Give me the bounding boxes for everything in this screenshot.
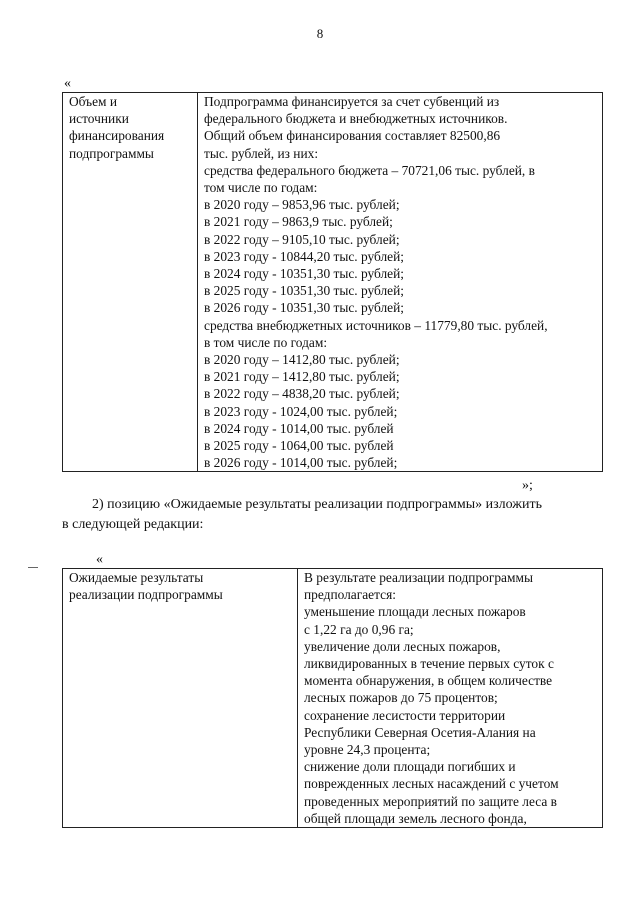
text-line: предполагается: <box>304 587 396 603</box>
text-line: источники <box>69 111 129 127</box>
text-line: Объем и <box>69 94 118 109</box>
text-line: в 2025 году - 1064,00 тыс. рублей <box>204 438 394 454</box>
text-line: ликвидированных в течение первых суток с <box>304 656 554 672</box>
text-line: в 2023 году - 1024,00 тыс. рублей; <box>204 403 398 419</box>
text-line: в 2023 году - 10844,20 тыс. рублей; <box>204 248 405 264</box>
text-line: проведенных мероприятий по защите леса в <box>304 793 557 809</box>
results-details-cell <box>298 569 603 828</box>
table-row <box>63 93 603 472</box>
text-line: уровне 24,3 процента; <box>304 742 431 758</box>
text-line: в 2022 году – 9105,10 тыс. рублей; <box>204 231 400 247</box>
text-line: подпрограммы <box>69 145 154 161</box>
closing-quote-mark: »; <box>522 478 533 493</box>
text-line: снижение доли площади погибших и <box>304 759 516 775</box>
text-line: в 2024 году - 10351,30 тыс. рублей; <box>204 266 405 282</box>
text-line: сохранение лесистости территории <box>304 707 506 723</box>
text-line: уменьшение площади лесных пожаров <box>304 604 526 620</box>
text-line: в 2026 году - 1014,00 тыс. рублей; <box>204 455 398 471</box>
opening-quote-mark-2: « <box>96 552 103 567</box>
text-line: в 2025 году - 10351,30 тыс. рублей; <box>204 283 405 299</box>
text-line: средства внебюджетных источников – 11779,80 тыс. рублей, <box>204 317 548 333</box>
opening-quote-mark: « <box>64 76 71 91</box>
text-line: лесных пожаров до 75 процентов; <box>304 690 498 706</box>
text-line: с 1,22 га до 0,96 га; <box>304 621 414 637</box>
financing-detail-lines <box>204 93 596 471</box>
text-line: тыс. рублей, из них: <box>204 145 319 161</box>
text-line: увеличение доли лесных пожаров, <box>304 638 501 654</box>
text-line: в 2020 году – 1412,80 тыс. рублей; <box>204 352 400 368</box>
text-line: момента обнаружения, в общем количестве <box>304 673 553 689</box>
page-number: 8 <box>316 26 324 41</box>
financing-label-cell <box>63 93 198 472</box>
text-line: Ожидаемые результаты <box>69 570 204 585</box>
text-line: средства федерального бюджета – 70721,06 тыс. рублей, в <box>204 162 535 178</box>
text-line: общей площади земель лесного фонда, <box>304 810 527 826</box>
amendment-paragraph <box>62 495 607 535</box>
paragraph-line-1: 2) позицию «Ожидаемые результаты реализации подпрограммы» изложить <box>92 497 542 512</box>
text-line: в 2021 году – 1412,80 тыс. рублей; <box>204 369 400 385</box>
financing-table <box>62 92 603 472</box>
table-row <box>63 569 603 828</box>
text-line: реализации подпрограммы <box>69 587 223 603</box>
text-line: в 2022 году – 4838,20 тыс. рублей; <box>204 386 400 402</box>
text-line: том числе по годам: <box>204 180 318 196</box>
financing-label-lines <box>69 93 191 162</box>
text-line: поврежденных лесных насаждений с учетом <box>304 776 559 792</box>
text-line: Подпрограмма финансируется за счет субвенций из <box>204 94 500 109</box>
results-label-cell <box>63 569 298 828</box>
results-label-lines <box>69 569 291 603</box>
paragraph-line-2: в следующей редакции: <box>62 517 204 532</box>
text-line: в 2026 году - 10351,30 тыс. рублей; <box>204 300 405 316</box>
margin-tick <box>28 567 38 568</box>
text-line: Общий объем финансирования составляет 82500,86 <box>204 128 501 144</box>
text-line: в 2020 году – 9853,96 тыс. рублей; <box>204 197 400 213</box>
expected-results-table <box>62 568 603 828</box>
text-line: Республики Северная Осетия-Алания на <box>304 724 536 740</box>
text-line: в 2021 году – 9863,9 тыс. рублей; <box>204 214 393 230</box>
text-line: федерального бюджета и внебюджетных источников. <box>204 111 508 127</box>
financing-details-cell <box>198 93 603 472</box>
text-line: финансирования <box>69 128 165 144</box>
results-detail-lines <box>304 569 596 827</box>
text-line: в том числе по годам: <box>204 334 328 350</box>
text-line: в 2024 году - 1014,00 тыс. рублей <box>204 420 394 436</box>
text-line: В результате реализации подпрограммы <box>304 570 533 585</box>
